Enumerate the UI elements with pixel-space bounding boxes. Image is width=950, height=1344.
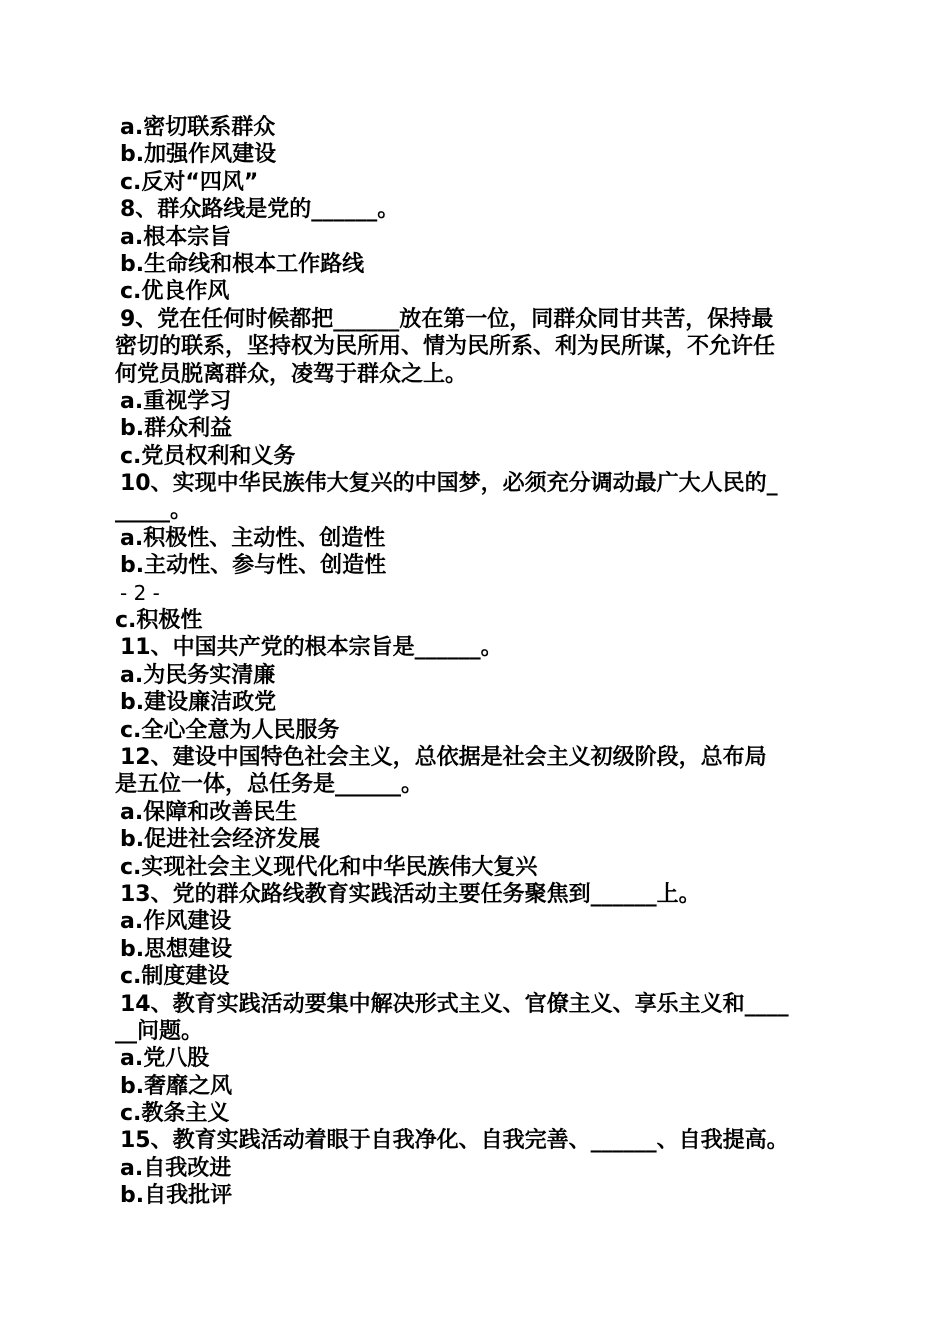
answer-option: a.为民务实清廉: [120, 662, 276, 688]
answer-option: a.党八股: [120, 1046, 210, 1072]
question-text: 13、党的群众路线教育实践活动主要任务聚焦到______上。: [120, 881, 701, 907]
answer-option: b.加强作风建设: [120, 142, 277, 168]
answer-option: c.全心全意为人民服务: [120, 717, 340, 743]
answer-option: b.促进社会经济发展: [120, 827, 321, 853]
page-number: - 2 -: [120, 580, 160, 605]
answer-option: b.生命线和根本工作路线: [120, 251, 365, 277]
answer-option: a.保障和改善民生: [120, 799, 298, 825]
answer-option: b.群众利益: [120, 416, 233, 442]
question-text: 10、实现中华民族伟大复兴的中国梦，必须充分调动最广大人民的_: [120, 471, 778, 497]
answer-option: a.密切联系群众: [120, 115, 276, 140]
answer-option: b.思想建设: [120, 936, 233, 962]
answer-option: a.作风建设: [120, 909, 232, 935]
answer-option: c.反对“四风”: [120, 169, 259, 195]
question-continuation: __问题。: [115, 1018, 204, 1044]
question-text: 15、教育实践活动着眼于自我净化、自我完善、______、自我提高。: [120, 1128, 789, 1154]
quiz-text: [0, 114, 950, 1210]
answer-option: b.主动性、参与性、创造性: [120, 553, 387, 579]
answer-option: c.党员权利和义务: [120, 443, 296, 469]
answer-option: c.优良作风: [120, 279, 230, 305]
answer-option: b.奢靡之风: [120, 1073, 233, 1099]
question-continuation: _____。: [115, 498, 193, 524]
answer-option: a.自我改进: [120, 1155, 232, 1181]
question-continuation: 何党员脱离群众，凌驾于群众之上。: [115, 361, 468, 387]
question-text: 8、群众路线是党的______。: [120, 197, 400, 223]
answer-option: a.根本宗旨: [120, 224, 232, 250]
answer-option: c.积极性: [115, 608, 203, 634]
answer-option: b.建设廉洁政党: [120, 690, 277, 716]
question-continuation: 密切的联系，坚持权为民所用、情为民所系、利为民所谋，不允许任: [115, 334, 776, 360]
answer-option: b.自我批评: [120, 1183, 233, 1209]
answer-option: a.重视学习: [120, 388, 232, 414]
question-text: 14、教育实践活动要集中解决形式主义、官僚主义、享乐主义和____: [120, 991, 789, 1017]
answer-option: c.实现社会主义现代化和中华民族伟大复兴: [120, 854, 538, 880]
question-text: 11、中国共产党的根本宗旨是______。: [120, 635, 503, 661]
question-text: 9、党在任何时候都把______放在第一位，同群众同甘共苦，保持最: [120, 306, 774, 332]
answer-option: c.制度建设: [120, 964, 230, 990]
answer-option: c.教条主义: [120, 1101, 230, 1127]
question-continuation: 是五位一体，总任务是______。: [115, 772, 424, 798]
question-text: 12、建设中国特色社会主义，总依据是社会主义初级阶段，总布局: [120, 744, 767, 770]
answer-option: a.积极性、主动性、创造性: [120, 525, 386, 551]
